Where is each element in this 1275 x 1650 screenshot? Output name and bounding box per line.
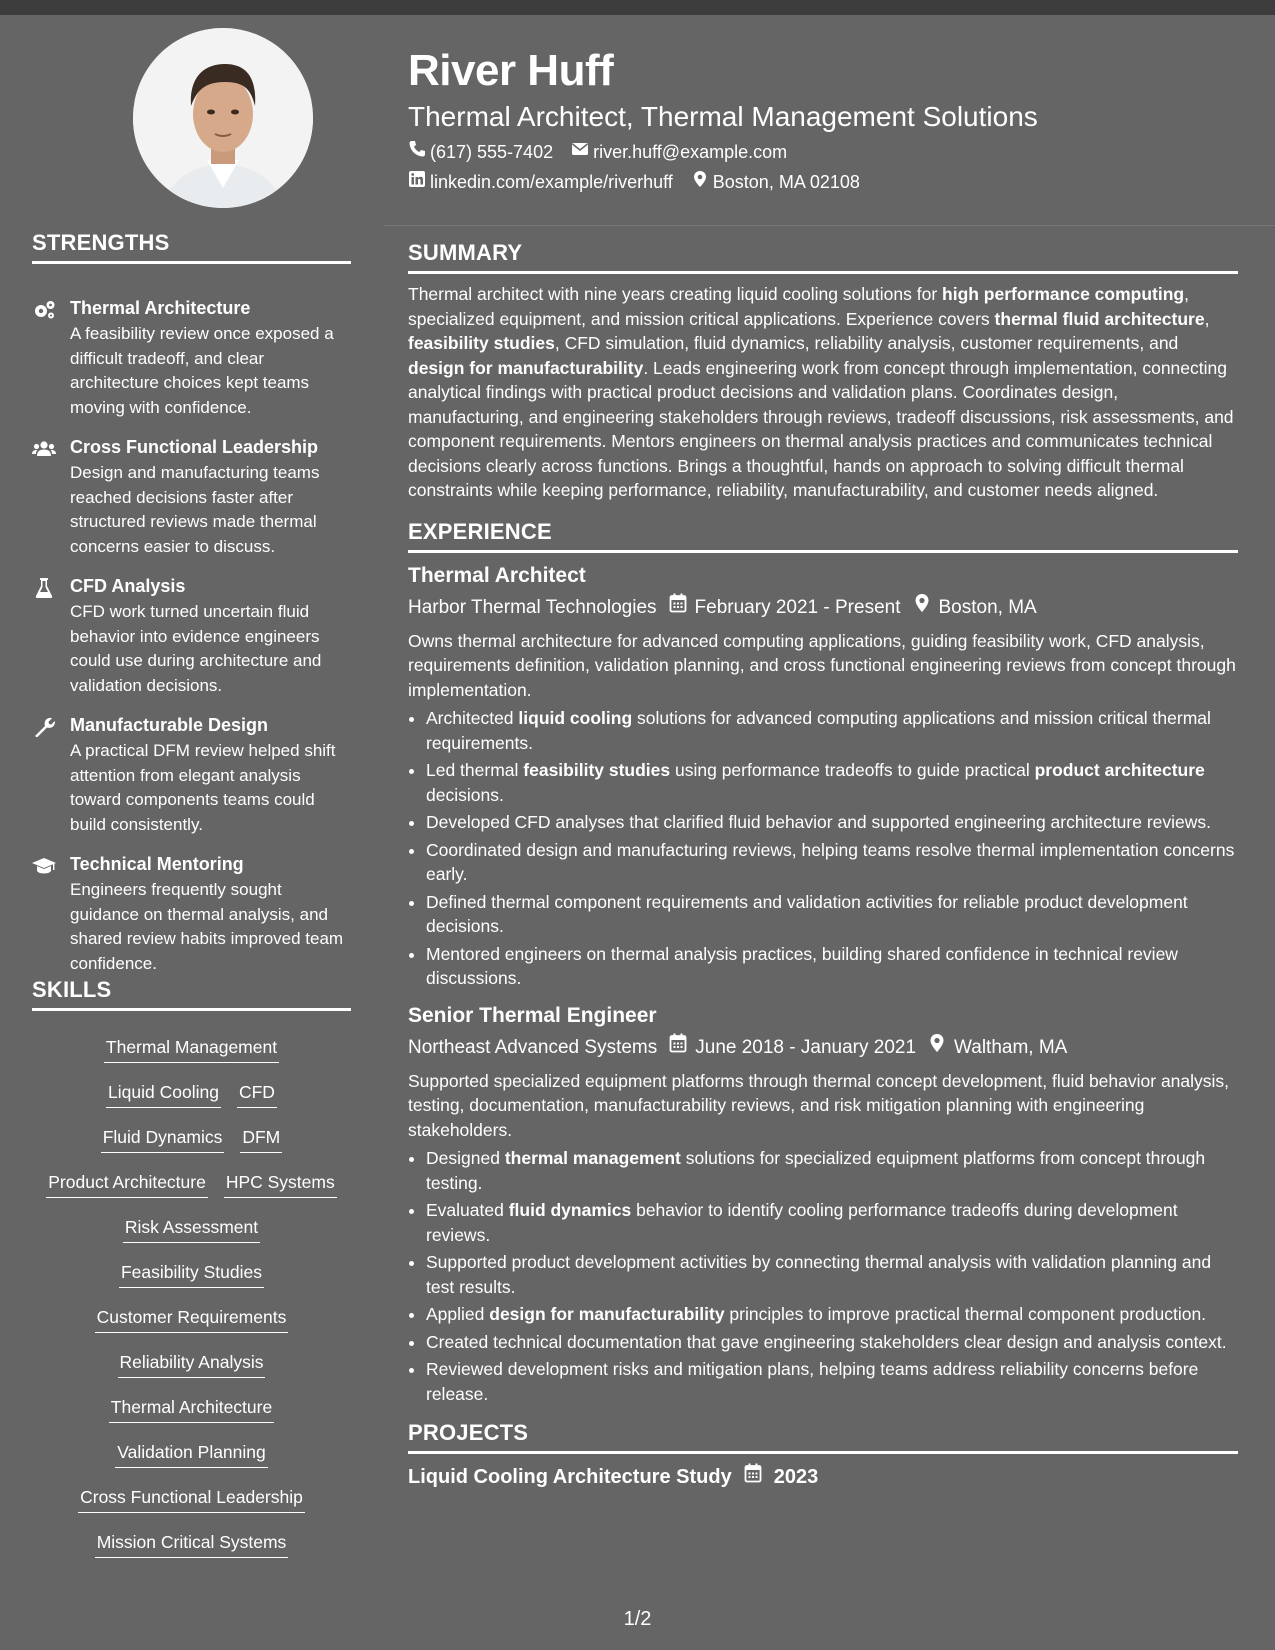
experience-heading: EXPERIENCE: [408, 519, 1238, 553]
job-meta: [408, 1033, 1238, 1063]
bold-keyword: design for manufacturability: [408, 357, 644, 378]
skills-list: [32, 1035, 351, 1575]
bold-keyword: feasibility studies: [408, 333, 555, 353]
wrench-icon: [32, 717, 56, 737]
strength-title: Thermal Architecture: [70, 298, 251, 318]
job-bullet: [426, 1198, 1238, 1247]
job-entry: [408, 1001, 1238, 1407]
strength-title: CFD Analysis: [70, 576, 186, 596]
job-bullet: [426, 942, 1238, 991]
skill-row: [32, 1440, 351, 1485]
text-run: solutions for advanced computing applications and mission critical thermal requirements.: [426, 708, 1211, 753]
text-run: Evaluated: [426, 1200, 509, 1220]
users-icon: [32, 439, 56, 459]
project-year: 2023: [773, 1466, 819, 1488]
text-run: Applied: [426, 1304, 490, 1324]
job-location: [913, 593, 1037, 623]
bold-keyword: fluid dynamics: [508, 1200, 632, 1220]
text-run: Defined thermal component requirements and validation activities for reliable product development decisions.: [426, 891, 1188, 936]
job-dates: [669, 1033, 916, 1063]
job-bullet: [426, 1330, 1238, 1355]
strength-description: Engineers frequently sought guidance on thermal analysis, and shared review habits improved team confidence.: [70, 880, 344, 973]
experience-section: [408, 519, 1238, 1407]
skill-tag: Customer Requirements: [95, 1305, 289, 1333]
text-run: Thermal architect with nine years creating liquid cooling solutions for: [408, 284, 943, 304]
candidate-title: Thermal Architect, Thermal Management Solutions: [408, 101, 1038, 132]
project-entry: [408, 1462, 1238, 1492]
envelope-icon: [571, 139, 589, 165]
job-meta: [408, 593, 1238, 623]
map-pin-icon: [691, 169, 709, 195]
skill-tag: Thermal Architecture: [109, 1395, 274, 1423]
strengths-list: [32, 297, 351, 992]
skill-row: [32, 1485, 351, 1530]
skill-row: [32, 1395, 351, 1440]
text-run: . Leads engineering work from concept through implementation, connecting analytical findings with practical product decisions and validation plans. Coordinates design, manufacturing, and engineering stakeholders through reviews, tradeoff discussions, risk assessments, and component requirements. Mentors engineers on thermal analysis practices and communicates technical decisions clearly across functions. Brings a thoughtful, hands on approach to solving difficult thermal constraints while keeping performance, reliability, manufacturability, and customer needs aligned.: [408, 357, 1234, 500]
summary-heading: SUMMARY: [408, 240, 1238, 274]
job-bullet: [426, 1250, 1238, 1299]
job-description: Owns thermal architecture for advanced computing applications, guiding feasibility work, CFD analysis, requirements definition, validation planning, and cross functional engineering reviews from concept through implementation.: [408, 630, 1236, 700]
skill-tag: Cross Functional Leadership: [78, 1485, 305, 1513]
text-run: using performance tradeoffs to guide practical: [670, 760, 1035, 780]
linkedin-contact[interactable]: [408, 169, 673, 195]
job-title: Thermal Architect: [408, 563, 586, 587]
page-number: 1/2: [623, 1608, 652, 1630]
resume-header: [408, 43, 1238, 195]
job-bullet: [426, 838, 1238, 887]
phone-icon: [408, 139, 426, 165]
project-title: Liquid Cooling Architecture Study: [408, 1466, 732, 1488]
skill-row: [32, 1260, 351, 1305]
linkedin-icon: [408, 169, 426, 195]
main-column: [408, 240, 1238, 1492]
job-bullets: [408, 706, 1238, 991]
bold-keyword: high performance computing: [942, 284, 1185, 304]
job-dates: [669, 593, 901, 623]
company-name: Northeast Advanced Systems: [408, 1036, 658, 1058]
company-name: Harbor Thermal Technologies: [408, 596, 657, 618]
job-bullet: [426, 706, 1238, 755]
text-run: Reviewed development risks and mitigation plans, helping teams address reliability concerns before release.: [426, 1359, 1199, 1404]
job-dates-text: June 2018 - January 2021: [695, 1036, 917, 1058]
strength-item: [32, 853, 351, 976]
bold-keyword: feasibility studies: [523, 760, 671, 780]
bold-keyword: product architecture: [1034, 760, 1205, 780]
skill-row: [32, 1035, 351, 1080]
strength-title: Manufacturable Design: [70, 715, 269, 735]
text-run: Developed CFD analyses that clarified fluid behavior and supported engineering architecture reviews.: [426, 812, 1212, 832]
skill-tag: Liquid Cooling: [106, 1080, 221, 1108]
text-run: principles to improve practical thermal component production.: [724, 1304, 1207, 1324]
profile-photo: [133, 28, 313, 208]
contact-row: [408, 169, 1238, 195]
candidate-name: River Huff: [408, 46, 614, 95]
strength-item: [32, 714, 351, 837]
skill-row: [32, 1350, 351, 1395]
skill-tag: HPC Systems: [224, 1170, 337, 1198]
text-run: Designed: [426, 1148, 505, 1168]
header-divider: [384, 225, 1275, 226]
skill-tag: DFM: [240, 1125, 282, 1153]
strength-item: [32, 436, 351, 559]
skill-row: [32, 1305, 351, 1350]
skill-tag: Feasibility Studies: [119, 1260, 264, 1288]
skills-heading: SKILLS: [32, 977, 351, 1011]
calendar-icon: [744, 1462, 762, 1492]
map-pin-icon: [928, 1033, 946, 1063]
text-run: Coordinated design and manufacturing reviews, helping teams resolve thermal implementation concerns early.: [426, 839, 1235, 884]
linkedin-text: linkedin.com/example/riverhuff: [430, 172, 673, 192]
skill-row: [32, 1125, 351, 1170]
skill-tag: Validation Planning: [115, 1440, 268, 1468]
bold-keyword: thermal management: [504, 1148, 681, 1168]
phone-text: (617) 555-7402: [430, 142, 554, 162]
flask-icon: [32, 578, 56, 598]
graduation-cap-icon: [32, 856, 56, 876]
skill-tag: Product Architecture: [46, 1170, 208, 1198]
job-bullet: [426, 890, 1238, 939]
email-text: river.huff@example.com: [593, 142, 788, 162]
job-dates-text: February 2021 - Present: [694, 596, 901, 618]
skill-tag: Mission Critical Systems: [95, 1530, 289, 1558]
text-run: Architected: [426, 708, 519, 728]
strength-description: CFD work turned uncertain fluid behavior into evidence engineers could use during architecture and validation decisions.: [70, 602, 322, 695]
projects-heading: PROJECTS: [408, 1420, 1238, 1454]
strength-description: A practical DFM review helped shift attention from elegant analysis toward components teams could build consistently.: [70, 741, 336, 834]
text-run: , CFD simulation, fluid dynamics, reliability analysis, customer requirements, and: [554, 333, 1179, 353]
map-pin-icon: [913, 593, 931, 623]
skill-row: [32, 1530, 351, 1575]
strength-item: [32, 575, 351, 698]
location-contact: [691, 169, 860, 195]
text-run: behavior to identify cooling performance tradeoffs during development reviews.: [426, 1200, 1178, 1245]
text-run: ,: [1204, 308, 1210, 329]
job-title: Senior Thermal Engineer: [408, 1003, 657, 1027]
job-bullet: [426, 1146, 1238, 1195]
text-run: , specialized equipment, and mission critical applications. Experience covers: [408, 284, 1189, 329]
location-text: Boston, MA 02108: [712, 172, 860, 192]
bold-keyword: liquid cooling: [518, 708, 633, 728]
skill-row: [32, 1215, 351, 1260]
gears-icon: [32, 300, 56, 320]
bold-keyword: design for manufacturability: [489, 1304, 725, 1324]
job-bullet: [426, 1357, 1238, 1406]
text-run: Mentored engineers on thermal analysis practices, building shared confidence in technical review discussions.: [426, 943, 1178, 988]
skill-tag: Reliability Analysis: [118, 1350, 266, 1378]
skill-tag: Thermal Management: [104, 1035, 279, 1063]
text-run: decisions.: [426, 784, 504, 805]
job-description: Supported specialized equipment platforms through thermal concept development, fluid behavior analysis, testing, documentation, manufacturability reviews, and risk mitigation planning with engineering stakeholders.: [408, 1070, 1230, 1140]
skill-tag: Risk Assessment: [123, 1215, 260, 1243]
calendar-icon: [669, 593, 687, 623]
job-bullet: [426, 758, 1238, 807]
text-run: solutions for specialized equipment platforms from concept through testing.: [426, 1148, 1206, 1193]
text-run: Supported product development activities by connecting thermal analysis with validation planning and test results.: [426, 1252, 1212, 1297]
bold-keyword: thermal fluid architecture: [994, 308, 1205, 329]
strength-title: Cross Functional Leadership: [70, 437, 319, 457]
strength-item: [32, 297, 351, 420]
summary-text: [408, 282, 1238, 503]
email-contact[interactable]: [571, 139, 787, 165]
contact-row: [408, 139, 1238, 165]
calendar-icon: [669, 1033, 687, 1063]
job-location-text: Boston, MA: [938, 596, 1037, 618]
skill-row: [32, 1080, 351, 1125]
text-run: Created technical documentation that gave engineering stakeholders clear design and analysis context.: [426, 1331, 1227, 1352]
strength-description: Design and manufacturing teams reached decisions faster after structured reviews made thermal concerns easier to discuss.: [70, 463, 320, 556]
job-bullets: [408, 1146, 1238, 1406]
skill-row: [32, 1170, 351, 1215]
phone-contact: [408, 139, 553, 165]
top-bar: [0, 0, 1275, 15]
resume-page: [0, 15, 1275, 1650]
job-bullet: [426, 1302, 1238, 1327]
projects-section: [408, 1420, 1238, 1492]
strength-description: A feasibility review once exposed a difficult tradeoff, and clear architecture choices kept teams moving with confidence.: [70, 324, 334, 417]
job-bullet: [426, 810, 1238, 835]
job-location: [928, 1033, 1067, 1063]
skill-tag: CFD: [237, 1080, 277, 1108]
skill-tag: Fluid Dynamics: [101, 1125, 225, 1153]
text-run: Led thermal: [426, 760, 524, 780]
job-entry: [408, 561, 1238, 991]
job-location-text: Waltham, MA: [954, 1036, 1068, 1058]
strengths-heading: STRENGTHS: [32, 230, 351, 264]
strength-title: Technical Mentoring: [70, 854, 244, 874]
